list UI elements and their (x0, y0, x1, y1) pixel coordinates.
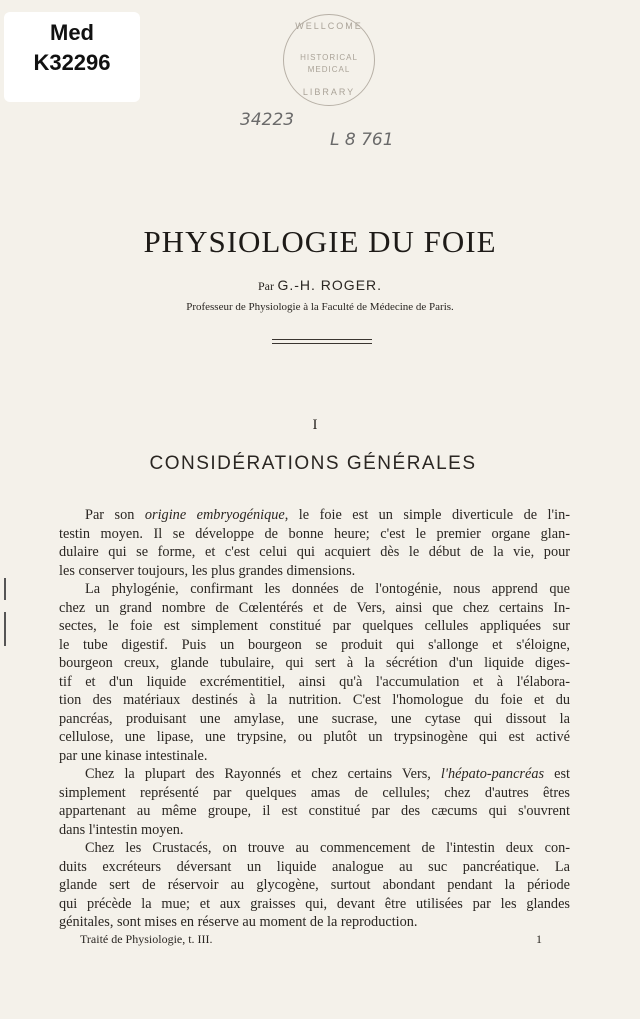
body-line: Par son origine embryogénique, le foie est un simple diverticule de l'in- (85, 507, 570, 523)
page-number: 1 (536, 932, 542, 946)
body-line: Chez la plupart des Rayonnés et chez certains Vers, l'hépato-pancréas est (85, 766, 570, 782)
body-line: tion des matériaux destinés à la nutrition. C'est l'homologue du foie et du (59, 692, 570, 708)
pencil-note-2: L 8 761 (330, 130, 394, 150)
section-heading: CONSIDÉRATIONS GÉNÉRALES (149, 453, 477, 474)
body-line: génitales, sont mises en réserve au moment de la reproduction. (59, 914, 418, 930)
body-line: tif et d'un liquide excrémentitiel, ainsi qu'à l'accumulation et à l'élabora- (59, 674, 570, 690)
body-line: testin moyen. Il se développe de bonne heure; c'est le premier organe glan- (59, 526, 570, 542)
margin-mark (4, 612, 6, 646)
body-line: les conserver toujours, les plus grandes dimensions. (59, 563, 356, 579)
body-line: par une kinase intestinale. (59, 748, 208, 764)
author-line (0, 277, 640, 295)
body-line: dans l'intestin moyen. (59, 822, 184, 838)
body-line: chez un grand nombre de Cœlentérés et de Vers, ainsi que chez certains In- (59, 600, 570, 616)
stamp-top-text: WELLCOME (295, 21, 363, 31)
body-line: cellulose, une lipase, une trypsine, ou plutôt un trypsinogène qui est activé (59, 729, 570, 745)
body-line: La phylogénie, confirmant les données de l'ontogénie, nous apprend que (85, 581, 570, 597)
body-line: pancréas, produisant une amylase, une sucrase, une cytase qui dissout la (59, 711, 570, 727)
body-line: appartenant au même groupe, il est constitué par des cæcums qui s'ouvrent (59, 803, 570, 819)
stamp-mid-text-1: HISTORICAL (300, 53, 358, 62)
body-line: glande sert de réservoir au glycogène, surtout abondant pendant la période (59, 877, 570, 893)
catalog-label-line1: Med (50, 20, 94, 45)
pencil-note-1: 34223 (240, 110, 295, 130)
author-affiliation: Professeur de Physiologie à la Faculté de Médecine de Paris. (186, 301, 454, 313)
author-prefix: Par (257, 279, 274, 293)
body-line: duits excréteurs déversant un liquide analogue au suc pancréatique. La (59, 859, 570, 875)
footer-reference: Traité de Physiologie, t. III. (80, 932, 213, 946)
body-line: sectes, le foie est simplement constitué par quelques cellules appliquées sur (59, 618, 570, 634)
margin-mark (4, 578, 6, 600)
divider-rule-top (272, 339, 372, 340)
body-line: le tube digestif. Puis un bourgeon se produit qui s'allonge et s'éloigne, (59, 637, 570, 653)
library-stamp (283, 14, 375, 106)
catalog-label-line2: K32296 (33, 50, 111, 75)
body-line: Chez les Crustacés, on trouve au commencement de l'intestin deux con- (85, 840, 570, 856)
divider-rule-bottom (272, 343, 372, 344)
catalog-label (4, 12, 140, 102)
body-line: qui précède la mue; et aux graisses qui, devant être utilisées par les glandes (59, 896, 570, 912)
stamp-bottom-text: LIBRARY (302, 87, 356, 97)
stamp-mid-text-2: MEDICAL (307, 65, 351, 74)
body-line: bourgeon creux, glande tubulaire, qui sert à la sécrétion d'un liquide diges- (59, 655, 570, 671)
section-number: I (312, 417, 318, 433)
body-line: dulaire qui se forme, et c'est celui qui acquiert dès le début de la vie, pour (59, 544, 570, 560)
author-name: G.-H. ROGER. (277, 277, 383, 293)
body-line: simplement représenté par quelques amas de cellules; chez d'autres êtres (59, 785, 570, 801)
page-title: PHYSIOLOGIE DU FOIE (143, 224, 497, 259)
